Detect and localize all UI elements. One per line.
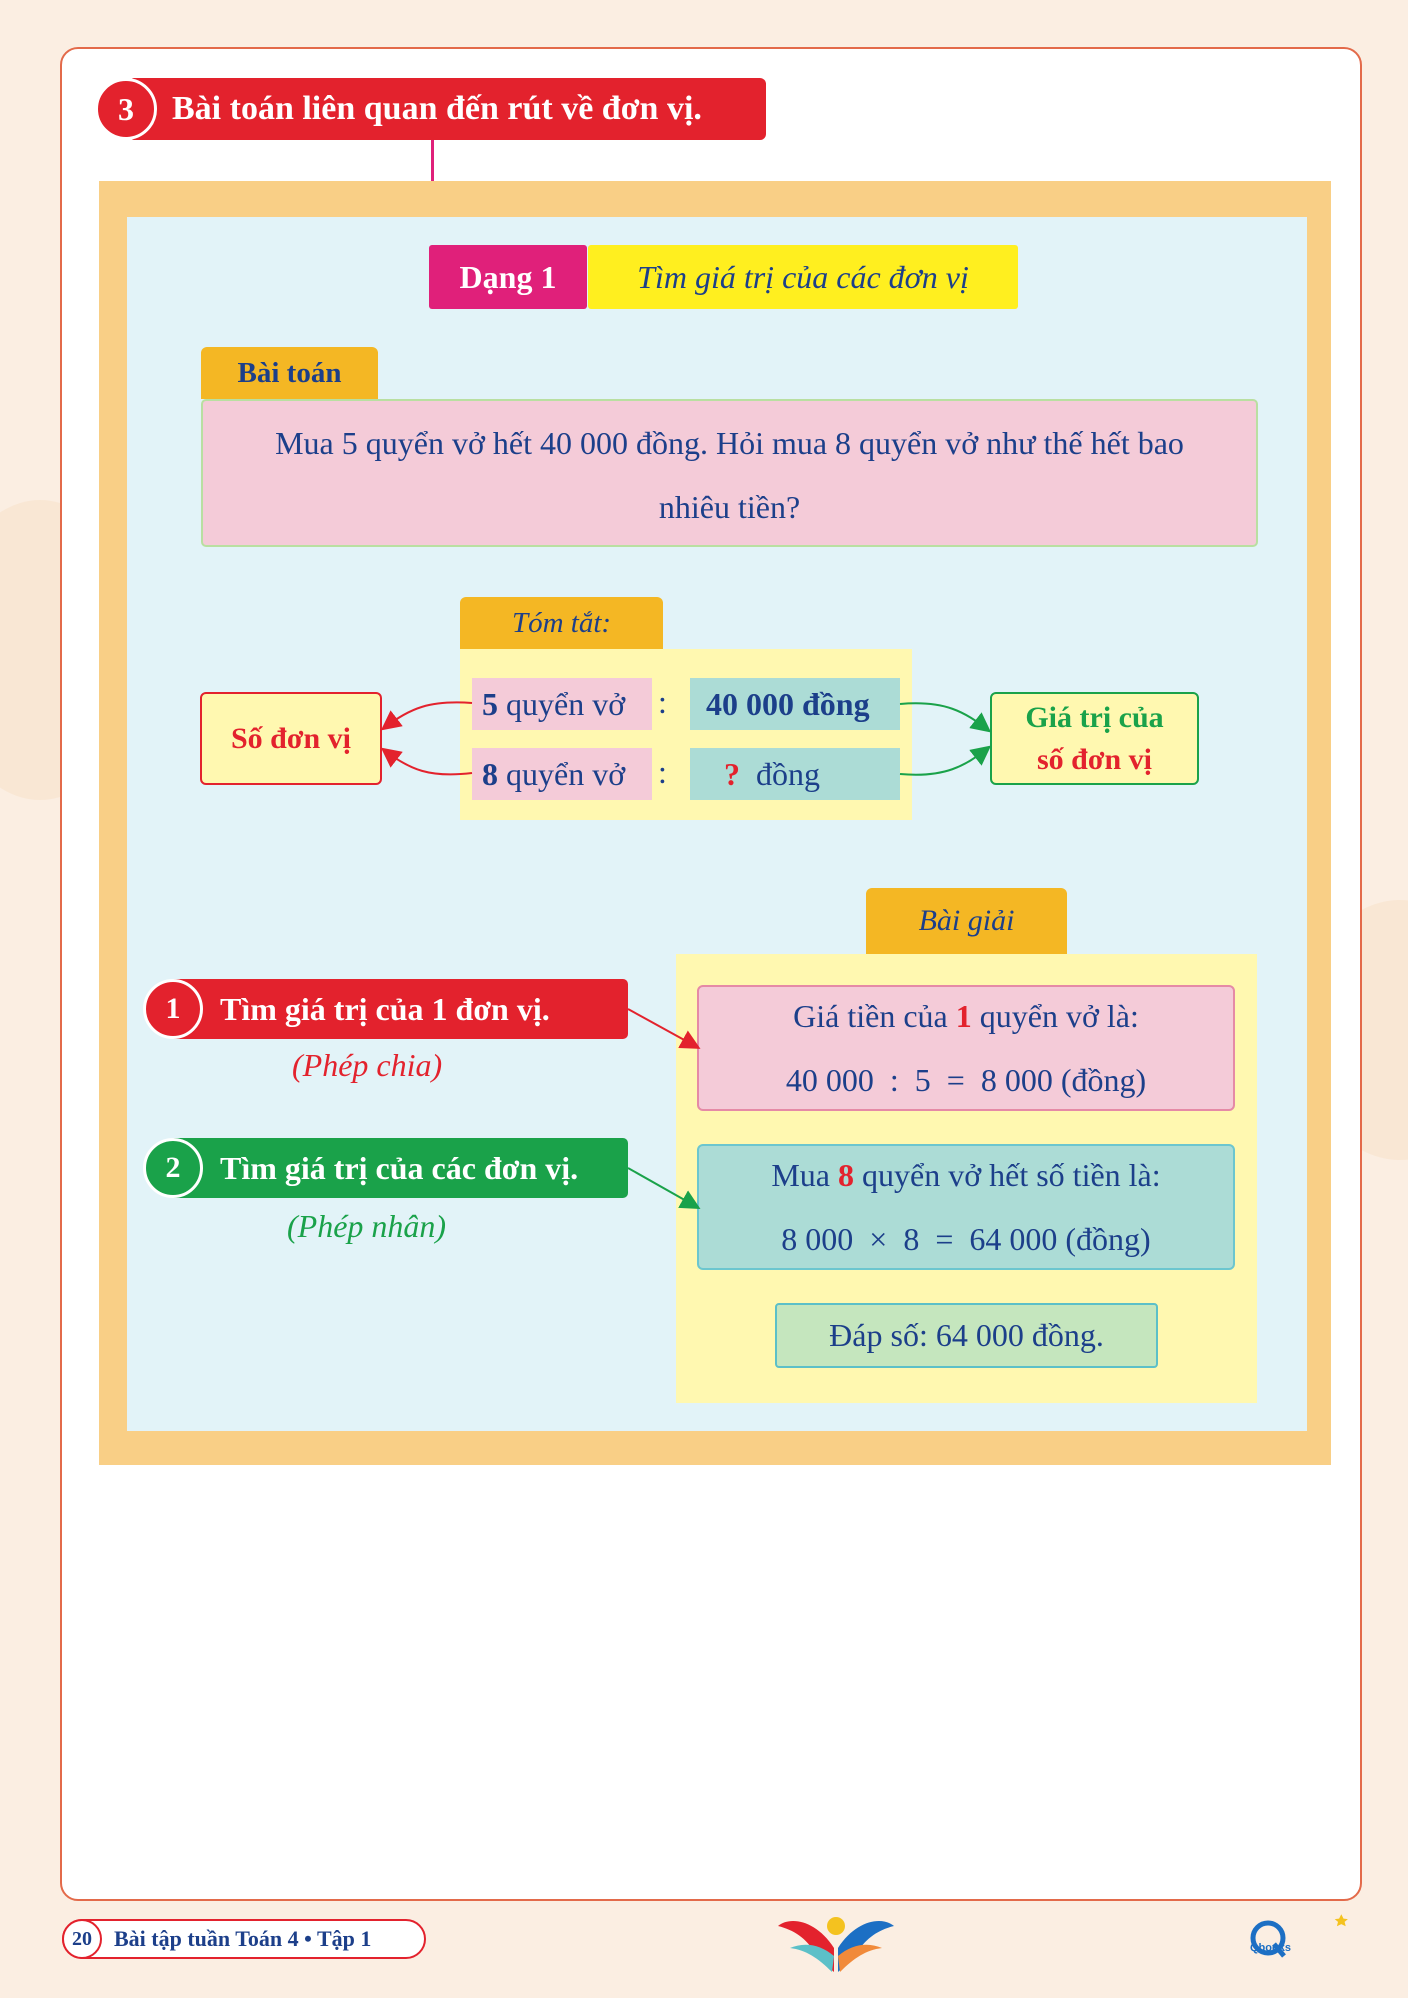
row-2-qty: 8 (482, 755, 498, 792)
arrow-to-unit-value (900, 703, 988, 730)
unit-value-line-2: số đơn vị (1037, 742, 1152, 776)
brand-name: Qbooks (1250, 1942, 1291, 1954)
step-1-equals: = (946, 1062, 965, 1098)
step-2-result: 64 000 (đồng) (969, 1221, 1151, 1257)
unit-value-line-1: Giá trị của (1025, 700, 1164, 734)
answer-box: Đáp số: 64 000 đồng. (775, 1303, 1158, 1368)
step-2-number: 2 (143, 1138, 203, 1198)
problem-text: Mua 5 quyển vở hết 40 000 đồng. Hỏi mua 8 quyển vở như thế hết bao nhiêu tiền? (201, 399, 1258, 547)
arrow-to-unit-value (900, 748, 988, 775)
type-title: Tìm giá trị của các đơn vị (588, 245, 1018, 309)
brand-logo-icon (1250, 1912, 1360, 1962)
step-2-equals: = (935, 1221, 954, 1257)
unit-count-label: Số đơn vị (200, 692, 382, 785)
step-2-sentence-start: Mua (771, 1157, 830, 1193)
row-2-unit: quyển vở (506, 755, 626, 792)
step-1-operator: : (889, 1062, 899, 1098)
row-1-value: 40 000 đồng (706, 685, 870, 722)
type-label: Dạng 1 (429, 245, 587, 309)
step-2-bar: Tìm giá trị của các đơn vị. (170, 1138, 628, 1198)
brand-logo (1250, 1912, 1360, 1962)
step-1-operand-b: 5 (914, 1062, 931, 1098)
summary-tab: Tóm tắt: (460, 597, 663, 649)
arrow-step-1 (628, 1009, 697, 1047)
page-number: 20 (62, 1919, 102, 1959)
step-1-number: 1 (143, 979, 203, 1039)
step-2-operand-b: 8 (903, 1221, 920, 1257)
winged-logo-icon (776, 1908, 896, 1978)
section-number: 3 (95, 78, 157, 140)
row-2-currency: đồng (756, 755, 820, 792)
step-1-operand-a: 40 000 (785, 1062, 874, 1098)
arrow-step-2 (628, 1168, 697, 1207)
step-1-result: 8 000 (đồng) (980, 1062, 1147, 1098)
problem-tab: Bài toán (201, 347, 378, 399)
step-2-hint: (Phép nhân) (287, 1208, 447, 1244)
row-1-unit: quyển vở (506, 685, 626, 722)
footer-book-title: Bài tập tuần Toán 4 • Tập 1 (62, 1919, 426, 1959)
step-1-sentence-end: quyển vở là: (979, 998, 1139, 1034)
arrow-to-unit-count (384, 750, 472, 774)
section-title: Bài toán liên quan đến rút về đơn vị. (130, 78, 766, 140)
row-2-colon: : (658, 754, 667, 790)
row-1-colon: : (658, 684, 667, 720)
step-1-hint: (Phép chia) (292, 1047, 443, 1083)
unknown-mark: ? (724, 755, 740, 792)
step-2-operator: × (869, 1221, 888, 1257)
step-2-highlight-number: 8 (838, 1157, 854, 1193)
step-1-highlight-number: 1 (955, 998, 972, 1034)
row-1-qty: 5 (482, 685, 498, 722)
step-2-operand-a: 8 000 (781, 1221, 854, 1257)
step-1-sentence-start: Giá tiền của (793, 998, 948, 1034)
step-2-sentence-end: quyển vở hết số tiền là: (862, 1157, 1161, 1193)
step-1-bar: Tìm giá trị của 1 đơn vị. (170, 979, 628, 1039)
solution-tab: Bài giải (866, 888, 1067, 954)
arrow-to-unit-count (384, 702, 472, 728)
